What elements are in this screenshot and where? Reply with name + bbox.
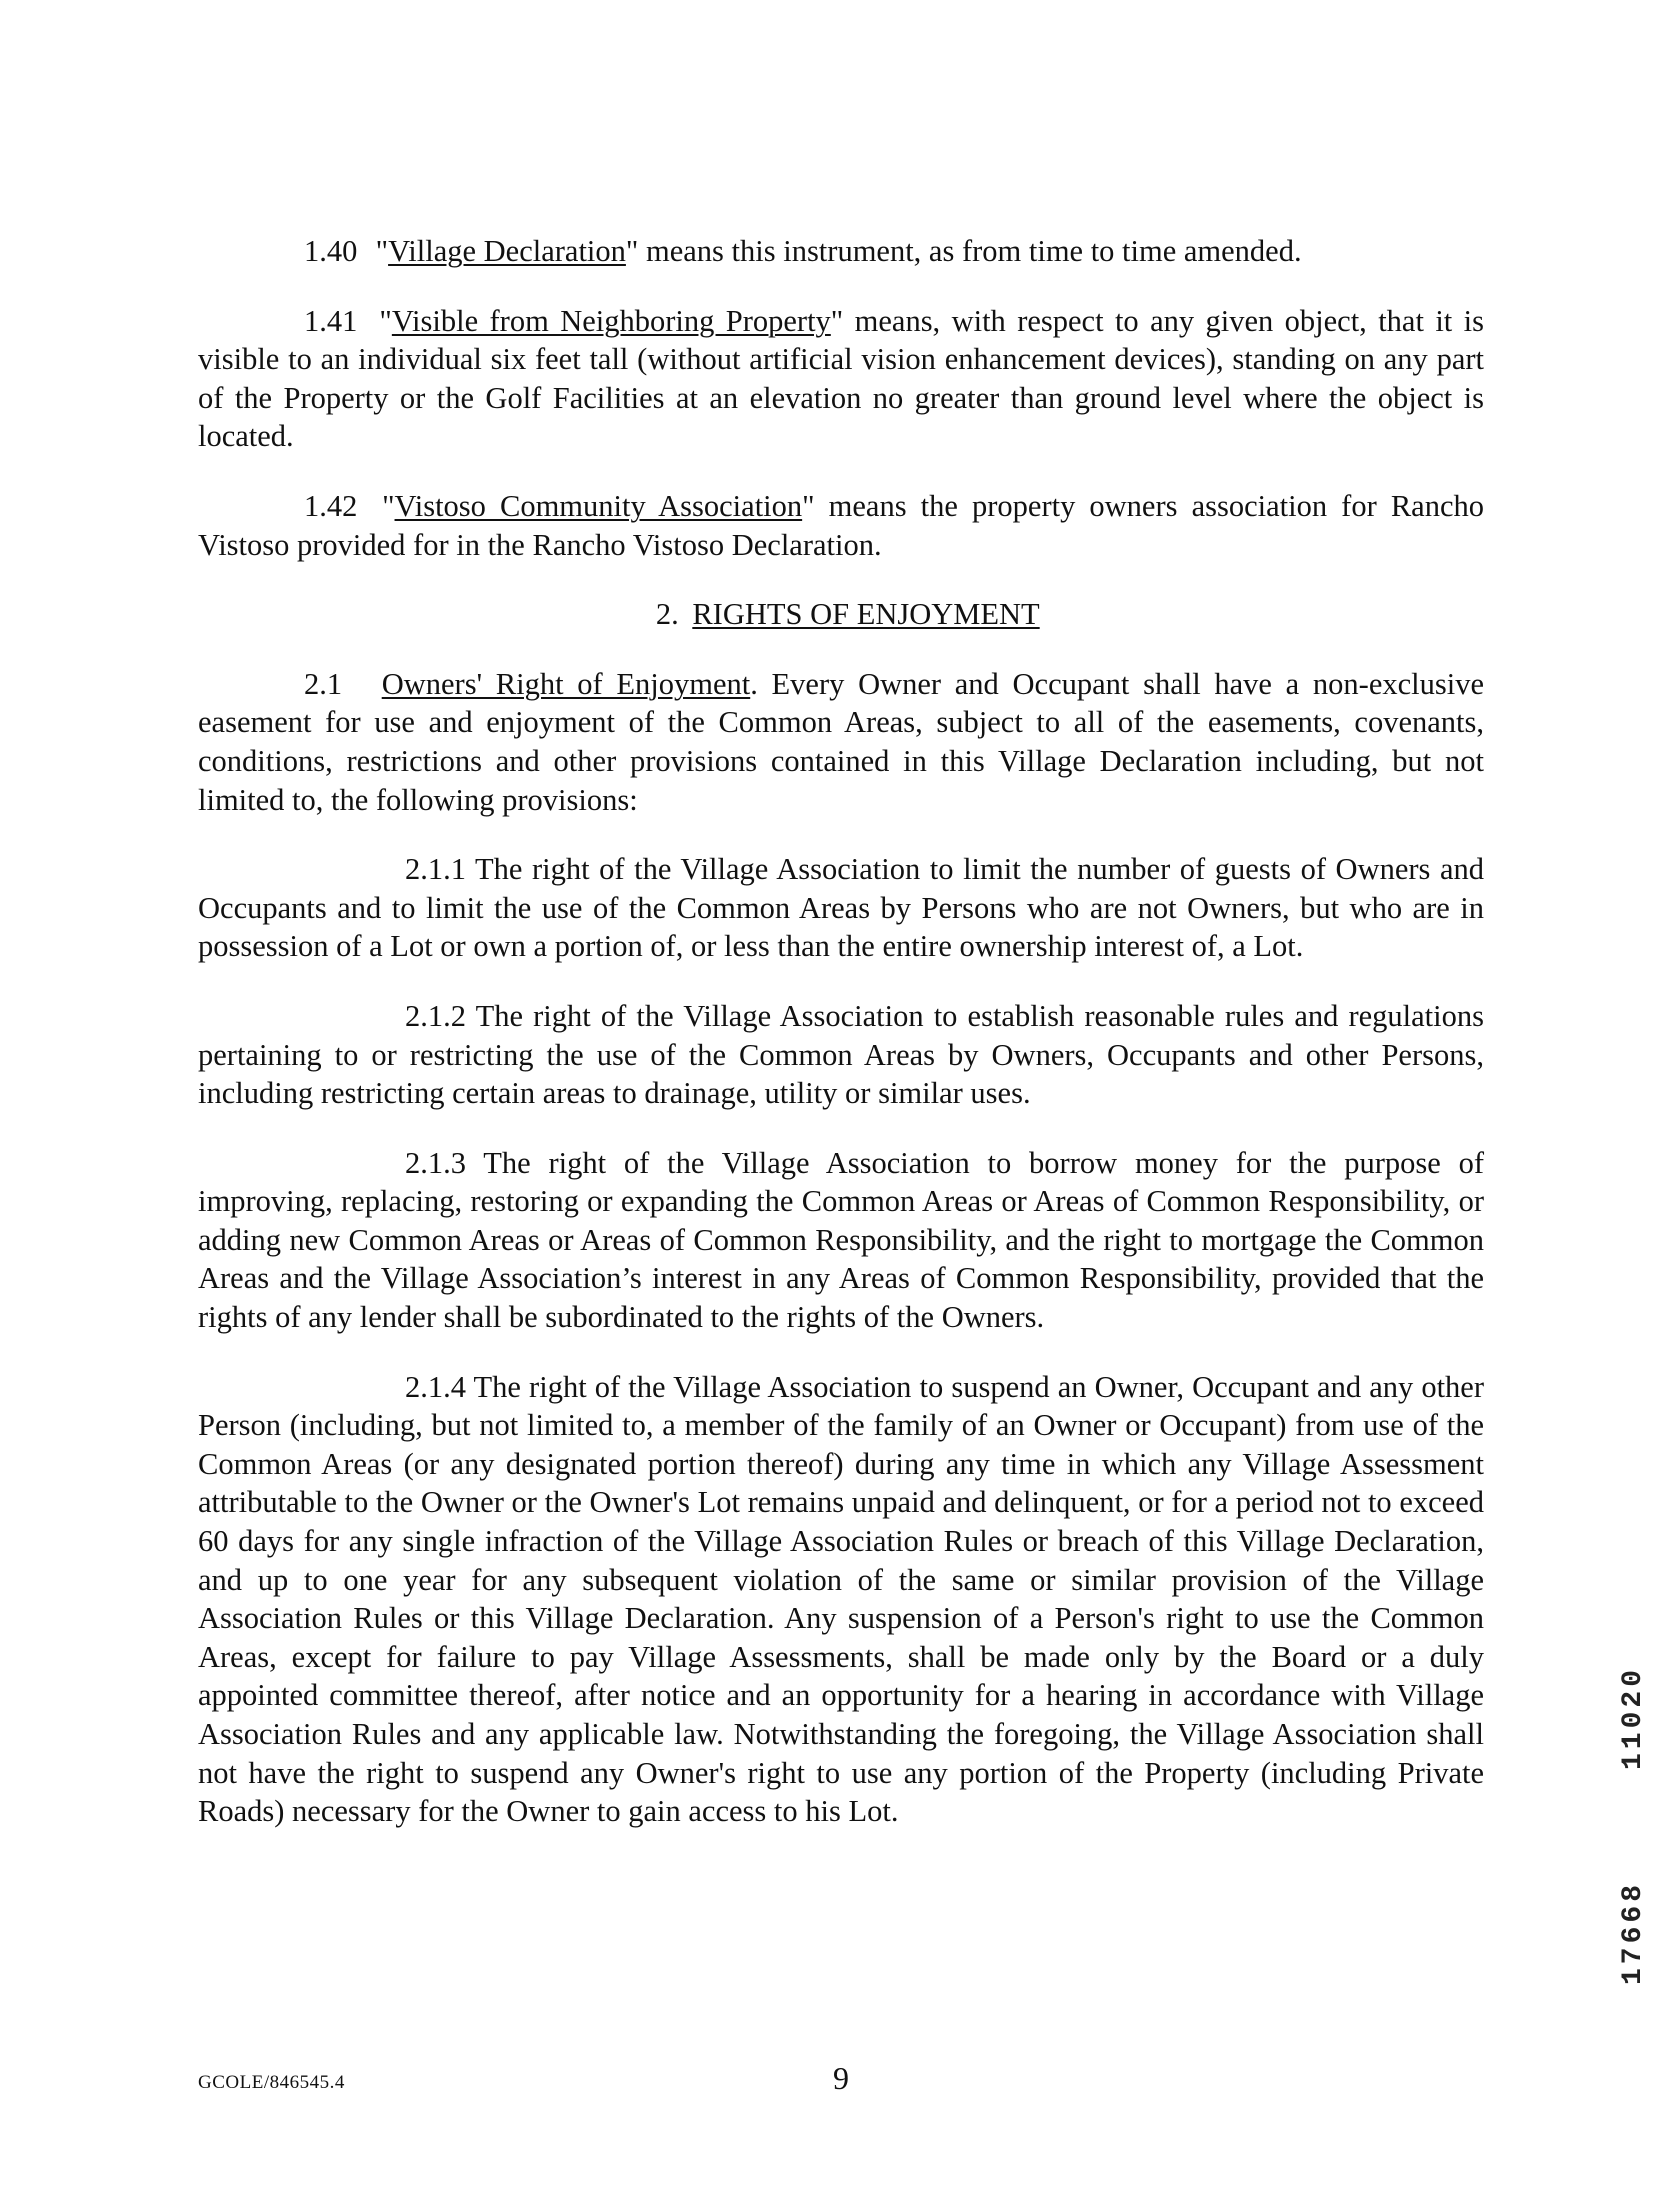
subsection-number: 2.1.1 bbox=[405, 852, 466, 887]
section-1-41: 1.41 "Visible from Neighboring Property" means, with respect to any given object, that it is visible to an individual six feet tall (without artificial vision enhancement devices), standing on any part of the Property or the Golf Facilities at an elevation no greater than ground level where the object is located. bbox=[198, 303, 1485, 454]
section-text: " means the property owners association for Rancho Vistoso provided for in the Rancho Vistoso Declaration. bbox=[198, 488, 1484, 562]
section-2-1 bbox=[198, 665, 1484, 819]
subsection-number: 2.1.4 bbox=[405, 1369, 466, 1404]
margin-stamp-top: 11020 bbox=[1618, 1665, 1649, 1770]
defined-term: Village Declaration bbox=[388, 234, 626, 268]
section-1-40: 1.40 "Village Declaration" means this instrument, as from time to time amended. bbox=[198, 232, 1484, 271]
subsection-text: The right of the Village Association to establish reasonable rules and regulations pertaining to or restricting the use of the Common Areas by Owners, Occupants and other Persons, including restricting certain areas to drainage, utility or similar uses. bbox=[198, 998, 1484, 1111]
subsection-2-1-1 bbox=[198, 850, 1484, 966]
heading-number: 2. bbox=[655, 597, 679, 632]
subsection-2-1-3 bbox=[198, 1144, 1484, 1337]
section-number: 1.42 bbox=[304, 488, 358, 523]
section-heading bbox=[198, 595, 1484, 634]
margin-stamp-bottom: 17668 bbox=[1618, 1880, 1649, 1985]
section-text: . Every Owner and Occupant shall have a non-exclusive easement for use and enjoyment of the Common Areas, subject to all of the easements, covenants, conditions, restrictions and other provisions contained in this Village Declaration including, but not limited to, the following provisions: bbox=[198, 666, 1484, 817]
heading-title: RIGHTS OF ENJOYMENT bbox=[692, 597, 1040, 632]
section-title: Owners' Right of Enjoyment bbox=[381, 666, 751, 701]
subsection-2-1-2 bbox=[198, 997, 1484, 1113]
subsection-text: The right of the Village Association to suspend an Owner, Occupant and any other Person (including, but not limited to, a member of the family of an Owner or Occupant) from use of the Common Areas (or any designated portion thereof) during any time in which any Village Assessment attributable to the Owner or the Owner's Lot remains unpaid and delinquent, or for a period not to exceed 60 days for any single infraction of the Village Association Rules or breach of this Village Declaration, and up to one year for any subsequent violation of the same or similar provision of the Village Association Rules or this Village Declaration. Any suspension of a Person's right to use the Common Areas, except for failure to pay Village Assessments, shall be made only by the Board or a duly appointed committee thereof, after notice and an opportunity for a hearing in accordance with Village Association Rules and any applicable law. Notwithstanding the foregoing, the Village Association shall not have the right to suspend any Owner's right to use any portion of the Property (including Private Roads) necessary for the Owner to gain access to his Lot. bbox=[198, 1369, 1484, 1829]
section-number: 1.40 bbox=[304, 234, 358, 268]
subsection-2-1-4 bbox=[198, 1368, 1484, 1831]
page-number: 9 bbox=[833, 2060, 849, 2096]
footer-document-id: GCOLE/846545.4 bbox=[198, 2072, 345, 2093]
section-text: " means this instrument, as from time to time amended. bbox=[625, 234, 1302, 268]
subsection-number: 2.1.3 bbox=[405, 1145, 466, 1180]
subsection-number: 2.1.2 bbox=[405, 998, 466, 1033]
section-1-42: 1.42 "Vistoso Community Association" means the property owners association for Rancho Vistoso provided for in the Rancho Vistoso Declaration. bbox=[198, 488, 1484, 562]
subsection-text: The right of the Village Association to limit the number of guests of Owners and Occupants and to limit the use of the Common Areas by Persons who are not Owners, but who are in possession of a Lot or own a portion of, or less than the entire ownership interest of, a Lot. bbox=[198, 852, 1484, 964]
section-number: 1.41 bbox=[304, 303, 358, 338]
section-number: 2.1 bbox=[304, 666, 343, 701]
document-body bbox=[198, 232, 1484, 1831]
defined-term: Visible from Neighboring Property bbox=[391, 303, 831, 338]
defined-term: Vistoso Community Association bbox=[394, 488, 803, 523]
subsection-text: The right of the Village Association to borrow money for the purpose of improving, replacing, restoring or expanding the Common Areas or Areas of Common Responsibility, or adding new Common Areas or Areas of Common Responsibility, and the right to mortgage the Common Areas and the Village Association’s interest in any Areas of Common Responsibility, provided that the rights of any lender shall be subordinated to the rights of the Owners. bbox=[198, 1145, 1485, 1335]
section-text: " means, with respect to any given object, that it is visible to an individual six feet tall (without artificial vision enhancement devices), standing on any part of the Property or the Golf Facilities at an elevation no greater than ground level where the object is located. bbox=[198, 303, 1485, 454]
